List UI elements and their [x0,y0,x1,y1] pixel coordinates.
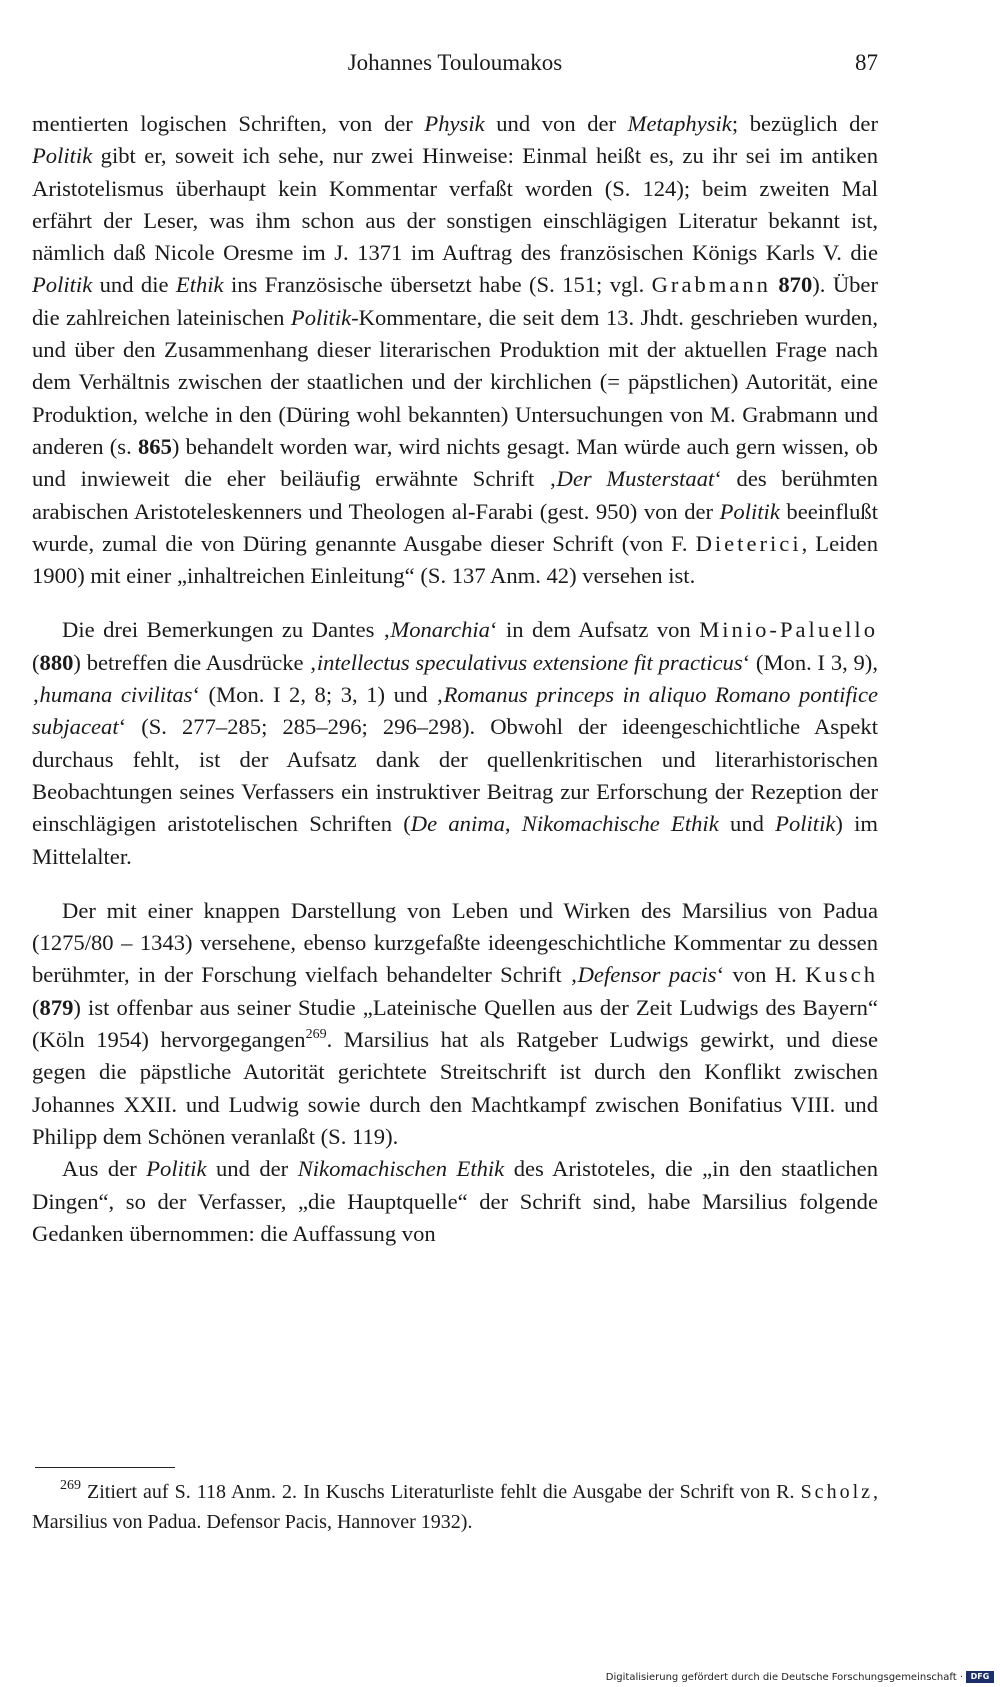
italic-run: Defensor pacis [577,962,717,988]
header-author: Johannes Touloumakos [347,50,563,75]
italic-run: Politik [290,304,352,330]
text-run: Die drei Bemerkungen zu Dantes ‚ [62,617,391,643]
text-run: und der [206,1156,298,1182]
italic-run: Monarchia [390,617,490,643]
spaced-name: Dieterici [695,530,802,556]
footnote-number: 269 [60,1478,81,1493]
text-run: gibt er, soweit ich sehe, nur zwei Hinweise: Einmal heißt es, zu ihr sei im antiken Aristotelismus überhaupt kein Kommentar verfaßt worden (S. 124); beim zweiten Mal erfährt der Leser, was ihm schon aus der sonstigen einschlägigen Literatur bekannt ist, nämlich daß Nicole Oresme im J. 1371 im Auftrag des französischen Königs Karls V. die [32,143,878,266]
text-run: mentierten logischen Schriften, von der [32,111,425,136]
reference-number: 879 [39,994,74,1020]
reference-number: 870 [778,272,813,298]
text-run: Zitiert auf S. 118 Anm. 2. In Kuschs Literaturliste fehlt die Ausgabe der Schrift von R. [81,1481,801,1503]
text-run: beeinflußt wurde, zumal die von Düring genannte Ausgabe dieser Schrift (von F. [32,498,879,556]
text-run: ‘ in dem Aufsatz von [489,617,700,643]
running-header [32,50,878,82]
italic-run: Politik [146,1156,207,1182]
paragraph-2 [32,614,878,872]
text-run: des Aristoteles, die „in den staatlichen Dingen“, so der Verfasser, „die Hauptquelle“ der Schrift sind, habe Marsilius folgende Gedanken übernommen: die Auffassung von [32,1156,878,1246]
text-run: ; bezüglich der [731,111,878,136]
italic-run: humana civilitas [39,682,193,708]
italic-run: Der Musterstaat [556,466,715,492]
paragraph-4 [32,1153,878,1250]
text-run: Aus der [62,1156,147,1182]
text-run: ) im Mittelalter. [32,811,879,869]
text-run: ‘ (S. 277–285; 285–296; 296–298). Obwohl der ideengeschichtliche Aspekt durchaus fehlt, ist der Aufsatz dank der quellenkritischen und literarhistorischen Beobachtungen seines Verfassers ein instruktiver Beitrag zur Erforschung der Rezeption der einschlägigen aristotelischen Schriften ( [32,714,878,837]
text-run: ins Französische übersetzt habe (S. 151; vgl. [223,272,652,298]
italic-run: Romanus princeps in aliquo Romano pontifice subjaceat [32,682,878,740]
footnote [32,1477,878,1537]
reference-number: 865 [138,433,172,459]
italic-run: Politik [719,498,780,524]
italic-run: Physik [424,111,485,136]
italic-run: Politik [775,811,836,837]
italic-run: Politik [32,272,93,298]
text-run: und [718,811,776,837]
text-run: ) behandelt worden war, wird nichts gesagt. Man würde auch gern wissen, ob und inwieweit die eher beiläufig erwähnte Schrift ‚ [32,433,878,492]
dfg-logo-icon: DFG [966,1671,994,1683]
footnote-marker: 269 [305,1027,327,1043]
italic-run: intellectus speculativus extensione fit practicus [316,649,743,675]
spaced-name: Scholz [800,1481,873,1503]
paragraph-3 [32,895,878,1153]
text-run: ) betreffen die Ausdrücke ‚ [73,649,317,675]
text-run: , [504,811,522,837]
italic-run: Politik [32,143,93,169]
italic-run: Metaphysik [627,111,732,136]
spaced-name: Minio-Paluello [699,617,878,643]
paragraph-1 [32,108,878,592]
italic-run: De anima [410,811,505,837]
body-text [32,108,878,1250]
text-run: . Marsilius hat als Ratgeber Ludwigs gewirkt, und diese gegen die päpstliche Autorität gerichtete Streitschrift ist durch den Konflikt zwischen Johannes XXII. und Ludwig sowie durch den Machtkampf zwischen Bonifatius VIII. und Philipp dem Schönen veranlaßt (S. 119). [32,1027,878,1149]
text-run: , Leiden 1900) mit einer „inhaltreichen Einleitung“ (S. 137 Anm. 42) versehen ist. [32,530,878,589]
italic-run: Nikomachischen Ethik [297,1156,505,1182]
footnote-divider [35,1467,175,1468]
italic-run: Nikomachische Ethik [521,811,719,837]
text-run: und von der [484,111,628,136]
digitization-text: Digitalisierung gefördert durch die Deutsche Forschungsgemeinschaft · [605,1671,963,1683]
text-run: ( [32,649,40,675]
italic-run: Ethik [175,272,224,298]
text-run: ( [32,994,40,1020]
text-run: ‘ des berühmten arabischen Aristoteleskenners und Theologen al-Farabi (gest. 950) von der [32,466,878,524]
text-run: ) ist offenbar aus seiner Studie „Lateinische Quellen aus der Zeit Ludwigs des Bayern“ (Köln 1954) hervorgegangen [32,994,878,1053]
text-run: ‘ (Mon. I 3, 9), ‚ [32,649,878,708]
text-run: -Kommentare, die seit dem 13. Jhdt. geschrieben wurden, und über den Zusammenhang dieser literarischen Produktion mit der aktuellen Frage nach dem Verhältnis zwischen der staatlichen und der kirchlichen (= päpstlichen) Autorität, eine Produktion, welche in den (Düring wohl bekannten) Untersuchungen von M. Grabmann und anderen (s. [32,304,878,459]
text-run: , Marsilius von Padua. Defensor Pacis, Hannover 1932). [32,1481,878,1533]
text-run: ‘ (Mon. I 2, 8; 3, 1) und ‚ [192,682,444,708]
text-run: ‘ von H. [716,962,806,988]
digitization-notice [606,1671,994,1683]
footnote-269 [32,1477,878,1537]
spaced-name: Kusch [805,962,878,988]
text-run: Der mit einer knappen Darstellung von Leben und Wirken des Marsilius von Padua (1275/80 – 1343) versehene, ebenso kurzgefaßte ideengeschichtliche Kommentar zu dessen berühmter, in der Forschung vielfach behandelter Schrift ‚ [32,897,878,988]
page-number: 87 [855,50,878,75]
reference-number: 880 [39,649,74,675]
spaced-name: Grabmann [651,272,771,298]
text-run: und die [92,272,176,298]
text-run: ). Über die zahlreichen lateinischen [32,272,878,330]
